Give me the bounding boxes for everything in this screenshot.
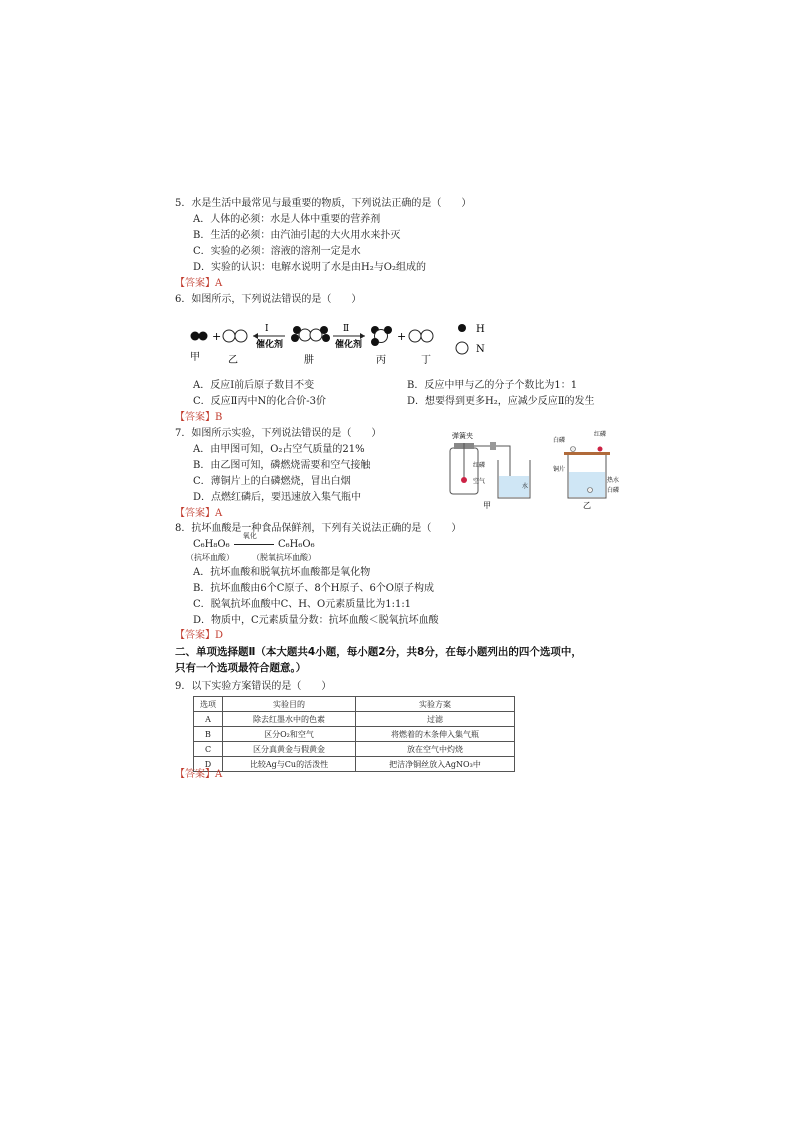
eq-right: C₆H₆O₆ bbox=[277, 539, 315, 550]
species-yi: 乙 bbox=[228, 355, 238, 366]
q5-option-c: C．实验的必须：溶液的溶剂一定是水 bbox=[193, 246, 361, 257]
red-p-icon bbox=[598, 447, 603, 452]
copper-sheet bbox=[564, 452, 610, 455]
q8-stem: 8．抗坏血酸是一种食品保鲜剂，下列有关说法正确的是（ ） bbox=[175, 523, 462, 534]
answer-value: A bbox=[215, 278, 223, 289]
species-bing: 丙 bbox=[376, 355, 386, 366]
q9-stem: 9．以下实验方案错误的是（ ） bbox=[175, 681, 332, 692]
species-jia: 甲 bbox=[190, 352, 200, 363]
eq-left: C₆H₈O₆ bbox=[193, 539, 230, 550]
q6-answer bbox=[175, 411, 222, 424]
answer-label: 【答案】 bbox=[175, 278, 215, 289]
label-hot-water: 热水 bbox=[607, 477, 620, 484]
table-cell: A bbox=[194, 712, 223, 727]
n-atom-icon bbox=[299, 329, 311, 341]
plus-sign: + bbox=[212, 330, 222, 343]
label-water: 水 bbox=[522, 483, 529, 490]
arrow-1-roman: Ⅰ bbox=[265, 324, 269, 334]
table-cell: 把洁净铜丝放入AgNO₃中 bbox=[356, 757, 515, 772]
table-row bbox=[194, 757, 515, 772]
q6-option-c: C．反应Ⅱ丙中N的化合价-3价 bbox=[193, 396, 326, 407]
q8-equation bbox=[193, 532, 315, 551]
q7-answer bbox=[175, 507, 222, 520]
q6-option-d: D．想要得到更多H₂，应减少反应Ⅱ的发生 bbox=[407, 396, 595, 407]
answer-label: 【答案】 bbox=[175, 630, 215, 641]
red-phosphorus-icon bbox=[461, 477, 467, 483]
arrow-2-label: 催化剂 bbox=[335, 340, 363, 350]
table-row bbox=[194, 712, 515, 727]
col-header: 选项 bbox=[194, 697, 223, 712]
table-cell: 放在空气中灼烧 bbox=[356, 742, 515, 757]
n-atom-icon bbox=[235, 330, 247, 342]
q7-apparatus-figure bbox=[440, 428, 620, 512]
q6-stem: 6．如图所示，下列说法错误的是（ ） bbox=[175, 294, 362, 305]
h-atom-icon bbox=[320, 326, 328, 334]
arrow-2-head-icon bbox=[360, 333, 365, 339]
h-atom-icon bbox=[322, 334, 330, 342]
spring-clip-icon bbox=[490, 442, 496, 450]
hot-water bbox=[569, 472, 605, 497]
label-copper: 铜片 bbox=[553, 466, 566, 473]
table-cell: 过滤 bbox=[356, 712, 515, 727]
table-row bbox=[194, 727, 515, 742]
answer-value: A bbox=[215, 508, 223, 519]
label-white-p-2: 白磷 bbox=[607, 487, 620, 494]
q6-option-a: A．反应Ⅰ前后原子数目不变 bbox=[193, 380, 315, 391]
q8-option-c: C．脱氧抗坏血酸中C、H、O元素质量比为1:1:1 bbox=[193, 599, 412, 610]
q7-option-a: A．由甲图可知，O₂占空气质量的21% bbox=[193, 444, 365, 455]
table-cell: 比较Ag与Cu的活泼性 bbox=[223, 757, 356, 772]
answer-value: D bbox=[215, 630, 224, 641]
h-atom-icon bbox=[384, 326, 392, 334]
arrow-2-roman: Ⅱ bbox=[343, 324, 350, 334]
q5-option-a: A．人体的必须：水是人体中重要的营养剂 bbox=[193, 214, 381, 225]
label-spring-clip: 弹簧夹 bbox=[452, 432, 473, 440]
section-2-heading-line2: 只有一个选项最符合题意。） bbox=[175, 662, 307, 674]
legend-h-icon bbox=[458, 324, 466, 332]
table-cell: C bbox=[194, 742, 223, 757]
arrow-1-head-icon bbox=[253, 333, 258, 339]
table-row bbox=[194, 742, 515, 757]
label-jia: 甲 bbox=[483, 501, 491, 510]
species-ding: 丁 bbox=[421, 355, 431, 366]
q9-answer bbox=[175, 768, 222, 781]
species-jing: 肼 bbox=[304, 355, 314, 366]
n-atom-icon bbox=[409, 330, 421, 342]
h-atom-icon bbox=[199, 332, 208, 341]
col-header: 实验方案 bbox=[356, 697, 515, 712]
plus-sign: + bbox=[397, 330, 407, 343]
q9-table bbox=[193, 696, 515, 772]
white-p-icon bbox=[571, 447, 576, 452]
table-cell: D bbox=[194, 757, 223, 772]
eq-arrow-label: 氧化 bbox=[242, 532, 257, 540]
label-white-p: 白磷 bbox=[553, 437, 566, 444]
white-p-underwater-icon bbox=[588, 488, 593, 493]
answer-label: 【答案】 bbox=[175, 412, 215, 423]
q8-answer bbox=[175, 629, 223, 642]
q5-option-d: D．实验的认识：电解水说明了水是由H₂与O₂组成的 bbox=[193, 262, 426, 273]
answer-label: 【答案】 bbox=[175, 769, 215, 780]
answer-value: B bbox=[215, 412, 223, 423]
q5-stem: 5．水是生活中最常见与最重要的物质，下列说法正确的是（ ） bbox=[175, 198, 472, 209]
table-cell: 除去红墨水中的色素 bbox=[223, 712, 356, 727]
table-cell: 区分O₂和空气 bbox=[223, 727, 356, 742]
eq-left-name: （抗坏血酸） bbox=[186, 553, 234, 562]
q7-option-b: B．由乙图可知，磷燃烧需要和空气接触 bbox=[193, 460, 371, 471]
q5-option-b: B．生活的必须：由汽油引起的大火用水来扑灭 bbox=[193, 230, 401, 241]
label-air: 空气 bbox=[473, 478, 486, 485]
n-atom-icon bbox=[223, 330, 235, 342]
label-red-p-2: 红磷 bbox=[594, 431, 607, 438]
legend-n-icon bbox=[456, 342, 468, 354]
table-cell: 将燃着的木条伸入集气瓶 bbox=[356, 727, 515, 742]
col-header: 实验目的 bbox=[223, 697, 356, 712]
q6-reaction-diagram bbox=[185, 318, 505, 368]
table-cell: 区分真黄金与假黄金 bbox=[223, 742, 356, 757]
h-atom-icon bbox=[191, 332, 200, 341]
q8-option-b: B．抗坏血酸由6个C原子、8个H原子、6个O原子构成 bbox=[193, 583, 435, 594]
arrow-1-label: 催化剂 bbox=[256, 340, 284, 350]
h-atom-icon bbox=[371, 338, 379, 346]
table-cell: B bbox=[194, 727, 223, 742]
eq-right-name: （脱氧抗坏血酸） bbox=[252, 553, 316, 562]
answer-value: A bbox=[215, 769, 223, 780]
label-yi: 乙 bbox=[583, 501, 591, 510]
legend-n-label: N bbox=[476, 344, 485, 355]
h-atom-icon bbox=[291, 334, 299, 342]
q8-option-d: D．物质中，C元素质量分数：抗坏血酸＜脱氧抗坏血酸 bbox=[193, 615, 439, 626]
n-atom-icon bbox=[421, 330, 433, 342]
q7-option-d: D．点燃红磷后，要迅速放入集气瓶中 bbox=[193, 492, 362, 503]
q7-stem: 7．如图所示实验，下列说法错误的是（ ） bbox=[175, 428, 382, 439]
q7-option-c: C．薄铜片上的白磷燃烧，冒出白烟 bbox=[193, 476, 351, 487]
label-red-p: 红磷 bbox=[473, 462, 486, 469]
q5-answer bbox=[175, 277, 222, 290]
q8-option-a: A．抗坏血酸和脱氧抗坏血酸都是氧化物 bbox=[193, 567, 371, 578]
section-2-heading-line1: 二、单项选择题Ⅱ（本大题共4小题，每小题2分，共8分，在每小题列出的四个选项中， bbox=[175, 646, 582, 658]
eq-arrow bbox=[233, 532, 275, 551]
legend-h-label: H bbox=[476, 324, 485, 335]
table-header-row bbox=[194, 697, 515, 712]
answer-label: 【答案】 bbox=[175, 508, 215, 519]
q6-option-b: B．反应中甲与乙的分子个数比为1：1 bbox=[407, 380, 578, 391]
